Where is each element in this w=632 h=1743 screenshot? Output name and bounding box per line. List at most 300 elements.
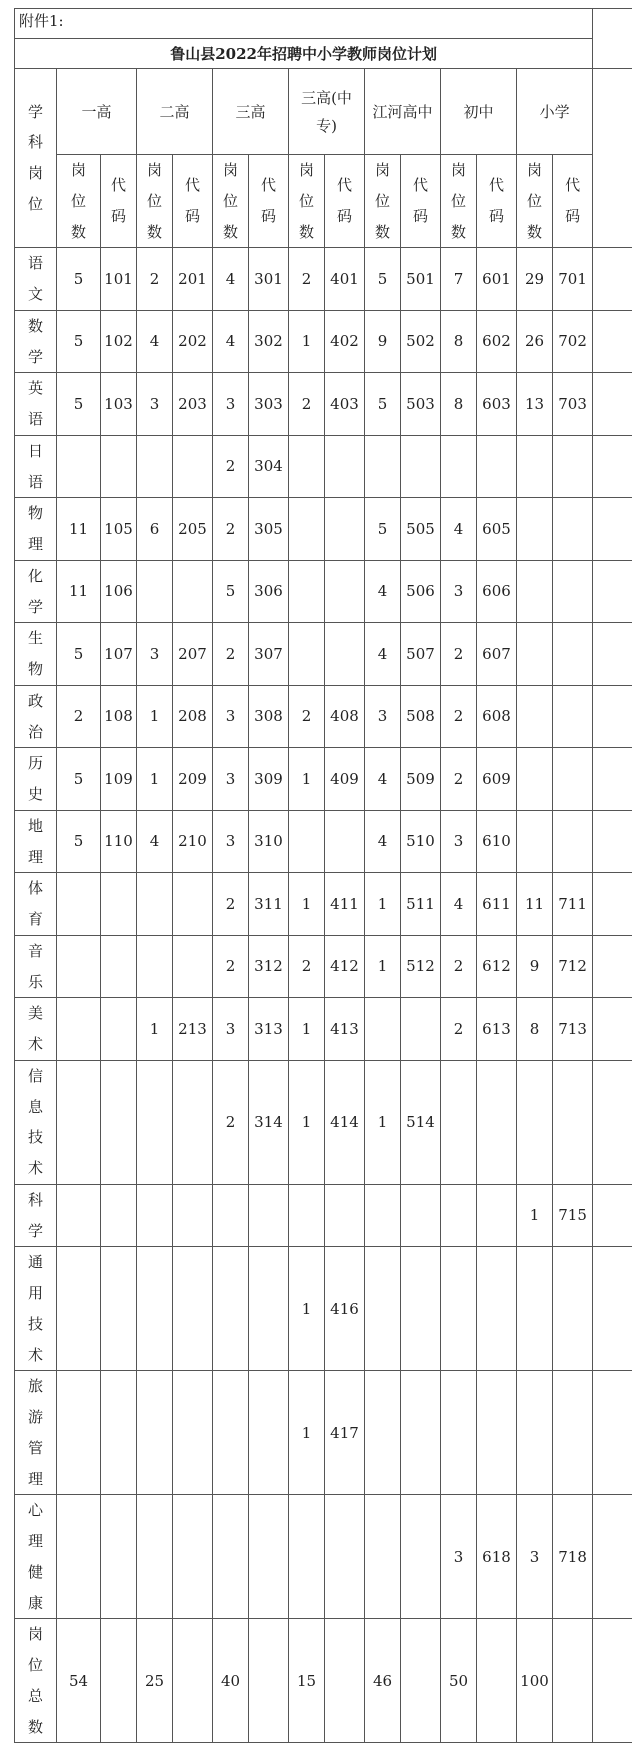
code-cell: 414	[325, 1060, 365, 1184]
code-cell: 301	[249, 248, 289, 311]
post-count-cell	[289, 498, 325, 561]
post-count-cell: 11	[517, 873, 553, 936]
post-count-cell: 2	[137, 248, 173, 311]
post-count-cell: 2	[213, 498, 249, 561]
table-row	[15, 310, 632, 373]
code-cell: 514	[401, 1060, 441, 1184]
code-cell: 509	[401, 748, 441, 811]
subject-cell	[15, 998, 57, 1061]
post-count-cell: 4	[365, 560, 401, 623]
table-row	[15, 748, 632, 811]
post-count-cell	[57, 935, 101, 998]
blank-cell	[593, 1247, 632, 1371]
code-cell: 711	[553, 873, 593, 936]
post-count-cell: 2	[441, 998, 477, 1061]
post-count-cell	[137, 1060, 173, 1184]
post-count-cell	[517, 1371, 553, 1495]
subject-label: 政治	[28, 686, 44, 748]
post-count-cell	[517, 560, 553, 623]
code-header-2	[173, 155, 213, 248]
post-count-cell	[517, 1060, 553, 1184]
post-count-cell: 2	[441, 748, 477, 811]
post-count-cell: 1	[289, 310, 325, 373]
blank-cell	[593, 560, 632, 623]
code-cell	[477, 1619, 517, 1743]
code-cell: 601	[477, 248, 517, 311]
school-header-3: 三高	[213, 69, 289, 155]
code-header-text: 代码	[185, 170, 201, 232]
code-cell	[173, 935, 213, 998]
subject-cell	[15, 1060, 57, 1184]
blank-cell	[593, 1184, 632, 1247]
subject-cell	[15, 498, 57, 561]
post-count-cell: 1	[289, 998, 325, 1061]
post-count-header-text: 岗位数	[451, 155, 467, 247]
post-count-cell: 2	[57, 685, 101, 748]
code-cell	[173, 1184, 213, 1247]
code-cell	[101, 1060, 137, 1184]
post-count-cell: 5	[57, 623, 101, 686]
code-cell: 702	[553, 310, 593, 373]
code-cell: 205	[173, 498, 213, 561]
blank-corner-cell	[593, 9, 632, 69]
blank-cell	[593, 1371, 632, 1495]
code-cell	[553, 435, 593, 498]
code-cell: 602	[477, 310, 517, 373]
code-cell	[173, 1619, 213, 1743]
subject-cell	[15, 1371, 57, 1495]
code-cell	[553, 1371, 593, 1495]
code-cell	[553, 623, 593, 686]
code-cell: 413	[325, 998, 365, 1061]
code-cell: 701	[553, 248, 593, 311]
table-row	[15, 560, 632, 623]
code-cell: 408	[325, 685, 365, 748]
post-count-cell	[441, 1247, 477, 1371]
code-cell: 213	[173, 998, 213, 1061]
code-cell: 107	[101, 623, 137, 686]
post-count-cell	[517, 748, 553, 811]
post-count-cell: 6	[137, 498, 173, 561]
post-count-cell	[289, 560, 325, 623]
subject-cell	[15, 1184, 57, 1247]
subject-label: 语文	[28, 248, 44, 310]
post-count-cell	[213, 1247, 249, 1371]
table-row	[15, 1619, 632, 1743]
code-cell	[101, 873, 137, 936]
post-count-cell: 3	[137, 373, 173, 436]
code-cell: 713	[553, 998, 593, 1061]
post-count-cell: 4	[213, 310, 249, 373]
post-count-cell	[441, 1060, 477, 1184]
table-row	[15, 1184, 632, 1247]
code-cell	[101, 998, 137, 1061]
post-count-cell: 8	[441, 310, 477, 373]
post-count-cell: 1	[137, 748, 173, 811]
table-row	[15, 998, 632, 1061]
subject-label: 化学	[28, 561, 44, 623]
code-cell	[325, 498, 365, 561]
post-count-cell: 4	[213, 248, 249, 311]
post-count-cell: 2	[213, 435, 249, 498]
post-count-cell	[137, 435, 173, 498]
blank-cell	[593, 435, 632, 498]
post-count-cell	[137, 1247, 173, 1371]
post-count-cell: 4	[365, 623, 401, 686]
subject-cell	[15, 1495, 57, 1619]
post-count-header-2	[137, 155, 173, 248]
post-count-cell	[137, 935, 173, 998]
code-cell	[401, 1619, 441, 1743]
post-count-header-3	[213, 155, 249, 248]
post-count-cell: 3	[213, 373, 249, 436]
code-cell: 502	[401, 310, 441, 373]
subject-label: 日语	[28, 436, 44, 498]
post-count-cell: 2	[213, 623, 249, 686]
post-count-cell: 4	[365, 810, 401, 873]
post-count-cell	[289, 435, 325, 498]
code-cell	[249, 1495, 289, 1619]
post-count-cell	[289, 623, 325, 686]
post-count-cell: 1	[137, 685, 173, 748]
post-count-header-text: 岗位数	[223, 155, 239, 247]
post-count-cell: 4	[137, 310, 173, 373]
subject-cell	[15, 560, 57, 623]
post-count-header-1	[57, 155, 101, 248]
post-count-header-5	[365, 155, 401, 248]
code-cell: 312	[249, 935, 289, 998]
post-count-cell: 7	[441, 248, 477, 311]
code-cell: 606	[477, 560, 517, 623]
post-count-cell	[441, 1371, 477, 1495]
code-header-text: 代码	[337, 170, 353, 232]
post-count-cell: 2	[441, 685, 477, 748]
code-cell: 503	[401, 373, 441, 436]
code-cell: 712	[553, 935, 593, 998]
code-cell	[173, 435, 213, 498]
post-count-cell: 1	[289, 1060, 325, 1184]
code-cell	[553, 560, 593, 623]
code-cell: 302	[249, 310, 289, 373]
table-row	[15, 1495, 632, 1619]
subject-label: 科学	[28, 1185, 44, 1247]
code-header-text: 代码	[261, 170, 277, 232]
annex-label: 附件1:	[15, 9, 593, 39]
code-cell: 718	[553, 1495, 593, 1619]
code-cell: 510	[401, 810, 441, 873]
code-cell: 609	[477, 748, 517, 811]
code-cell: 311	[249, 873, 289, 936]
table-row	[15, 1371, 632, 1495]
code-cell: 314	[249, 1060, 289, 1184]
table-row	[15, 810, 632, 873]
post-count-cell: 11	[57, 560, 101, 623]
post-count-cell: 2	[213, 935, 249, 998]
post-count-cell	[365, 1247, 401, 1371]
post-count-cell: 5	[57, 373, 101, 436]
post-count-cell	[517, 623, 553, 686]
post-count-cell: 4	[441, 498, 477, 561]
post-count-cell: 1	[517, 1184, 553, 1247]
post-count-cell: 3	[441, 810, 477, 873]
post-count-cell: 1	[365, 1060, 401, 1184]
post-count-cell	[441, 1184, 477, 1247]
code-cell: 618	[477, 1495, 517, 1619]
code-cell	[249, 1371, 289, 1495]
code-cell	[401, 1247, 441, 1371]
code-cell: 109	[101, 748, 137, 811]
post-count-header-text: 岗位数	[71, 155, 87, 247]
code-cell: 412	[325, 935, 365, 998]
school-header-1: 一高	[57, 69, 137, 155]
code-cell: 417	[325, 1371, 365, 1495]
subject-cell	[15, 685, 57, 748]
post-count-cell: 4	[365, 748, 401, 811]
code-cell	[173, 1371, 213, 1495]
code-cell: 511	[401, 873, 441, 936]
post-count-cell: 5	[57, 310, 101, 373]
code-cell: 506	[401, 560, 441, 623]
subject-cell	[15, 373, 57, 436]
blank-cell	[593, 810, 632, 873]
post-count-cell: 40	[213, 1619, 249, 1743]
page-title: 鲁山县2022年招聘中小学教师岗位计划	[15, 39, 593, 69]
post-count-header-6	[441, 155, 477, 248]
post-count-cell	[213, 1495, 249, 1619]
code-header-4	[325, 155, 365, 248]
blank-cell	[593, 1619, 632, 1743]
blank-cell	[593, 373, 632, 436]
subject-post-header	[15, 69, 57, 248]
post-count-cell: 3	[213, 998, 249, 1061]
code-cell: 306	[249, 560, 289, 623]
post-count-cell	[57, 873, 101, 936]
code-cell: 603	[477, 373, 517, 436]
post-count-cell	[365, 1371, 401, 1495]
code-cell	[249, 1184, 289, 1247]
code-cell: 207	[173, 623, 213, 686]
post-count-cell	[137, 873, 173, 936]
code-cell: 303	[249, 373, 289, 436]
code-cell: 607	[477, 623, 517, 686]
subject-cell	[15, 1619, 57, 1743]
blank-cell	[593, 935, 632, 998]
post-count-cell	[365, 1184, 401, 1247]
post-count-cell	[365, 1495, 401, 1619]
code-cell	[477, 1247, 517, 1371]
post-count-cell	[289, 1184, 325, 1247]
subject-label: 历史	[28, 748, 44, 810]
code-header-1	[101, 155, 137, 248]
code-cell	[101, 1184, 137, 1247]
post-count-cell	[441, 435, 477, 498]
subject-label: 美术	[28, 998, 44, 1060]
code-cell	[325, 1184, 365, 1247]
code-cell: 611	[477, 873, 517, 936]
subject-post-header-text: 学科岗位	[28, 97, 44, 220]
subject-cell	[15, 435, 57, 498]
post-count-cell: 46	[365, 1619, 401, 1743]
post-count-cell: 11	[57, 498, 101, 561]
code-cell: 508	[401, 685, 441, 748]
code-cell	[173, 1060, 213, 1184]
post-count-cell	[137, 560, 173, 623]
post-count-cell: 50	[441, 1619, 477, 1743]
post-count-cell: 26	[517, 310, 553, 373]
code-cell	[477, 1060, 517, 1184]
code-cell	[173, 1495, 213, 1619]
post-count-cell: 5	[365, 373, 401, 436]
table-row	[15, 435, 632, 498]
code-header-text: 代码	[413, 170, 429, 232]
post-count-cell: 2	[213, 873, 249, 936]
blank-cell	[593, 248, 632, 311]
post-count-cell: 1	[289, 748, 325, 811]
post-count-cell	[289, 1495, 325, 1619]
post-count-cell	[517, 1247, 553, 1371]
code-cell	[401, 1371, 441, 1495]
table-row	[15, 873, 632, 936]
post-count-cell	[137, 1184, 173, 1247]
post-count-cell: 15	[289, 1619, 325, 1743]
post-count-cell: 1	[365, 873, 401, 936]
code-cell	[101, 935, 137, 998]
code-cell: 402	[325, 310, 365, 373]
subject-label: 数学	[28, 311, 44, 373]
code-header-5	[401, 155, 441, 248]
blank-cell	[593, 310, 632, 373]
code-cell: 310	[249, 810, 289, 873]
post-count-cell: 2	[289, 685, 325, 748]
blank-cell	[593, 873, 632, 936]
blank-cell	[593, 623, 632, 686]
table-row	[15, 1247, 632, 1371]
post-count-cell	[517, 810, 553, 873]
code-cell	[477, 1184, 517, 1247]
post-count-cell	[57, 998, 101, 1061]
code-cell: 605	[477, 498, 517, 561]
code-cell: 505	[401, 498, 441, 561]
subject-label: 心理健康	[28, 1495, 44, 1618]
post-count-cell: 3	[213, 810, 249, 873]
blank-cell	[593, 685, 632, 748]
code-cell	[101, 1371, 137, 1495]
post-count-cell: 3	[137, 623, 173, 686]
subject-label: 地理	[28, 811, 44, 873]
post-count-cell: 1	[289, 1371, 325, 1495]
table-row	[15, 373, 632, 436]
code-cell: 401	[325, 248, 365, 311]
post-count-header-text: 岗位数	[147, 155, 163, 247]
code-cell	[401, 998, 441, 1061]
post-count-cell: 5	[57, 810, 101, 873]
post-count-cell	[213, 1184, 249, 1247]
post-count-cell: 5	[57, 248, 101, 311]
code-cell: 403	[325, 373, 365, 436]
table-row	[15, 498, 632, 561]
teacher-recruitment-plan-table	[14, 8, 632, 1743]
subject-label: 通用技术	[28, 1247, 44, 1370]
code-cell: 103	[101, 373, 137, 436]
code-cell: 313	[249, 998, 289, 1061]
subject-label: 体育	[28, 873, 44, 935]
code-cell	[477, 435, 517, 498]
post-count-cell: 4	[137, 810, 173, 873]
table-row	[15, 935, 632, 998]
subject-cell	[15, 748, 57, 811]
blank-cell	[593, 998, 632, 1061]
subject-label: 音乐	[28, 936, 44, 998]
subject-label: 信息技术	[28, 1061, 44, 1184]
code-cell: 305	[249, 498, 289, 561]
code-cell	[173, 1247, 213, 1371]
code-cell: 703	[553, 373, 593, 436]
subject-cell	[15, 1247, 57, 1371]
post-count-cell: 2	[441, 623, 477, 686]
post-count-cell	[57, 1371, 101, 1495]
code-cell: 416	[325, 1247, 365, 1371]
post-count-cell: 3	[517, 1495, 553, 1619]
school-header-7: 小学	[517, 69, 593, 155]
post-count-cell: 9	[365, 310, 401, 373]
code-cell	[173, 560, 213, 623]
code-cell: 308	[249, 685, 289, 748]
code-cell	[553, 1060, 593, 1184]
code-cell: 203	[173, 373, 213, 436]
table-row	[15, 1060, 632, 1184]
post-count-cell: 8	[517, 998, 553, 1061]
code-cell: 102	[101, 310, 137, 373]
post-count-cell: 1	[289, 1247, 325, 1371]
post-count-cell	[57, 1184, 101, 1247]
post-count-cell: 25	[137, 1619, 173, 1743]
school-header-4: 三高(中专)	[289, 69, 365, 155]
post-count-cell: 5	[365, 498, 401, 561]
post-count-cell	[517, 435, 553, 498]
subject-label: 物理	[28, 498, 44, 560]
code-cell: 208	[173, 685, 213, 748]
post-count-cell	[57, 1495, 101, 1619]
code-cell	[553, 1619, 593, 1743]
code-cell	[553, 748, 593, 811]
code-cell	[249, 1619, 289, 1743]
post-count-cell	[57, 1060, 101, 1184]
school-header-5: 江河高中	[365, 69, 441, 155]
subject-cell	[15, 310, 57, 373]
post-count-header-7	[517, 155, 553, 248]
post-count-cell: 1	[289, 873, 325, 936]
code-cell: 202	[173, 310, 213, 373]
header-blank-cell	[593, 69, 632, 248]
code-cell	[325, 1619, 365, 1743]
subject-label: 岗位总数	[28, 1619, 44, 1742]
post-count-cell: 100	[517, 1619, 553, 1743]
code-cell	[477, 1371, 517, 1495]
post-count-cell: 1	[137, 998, 173, 1061]
code-cell: 411	[325, 873, 365, 936]
code-cell	[249, 1247, 289, 1371]
post-count-cell: 4	[441, 873, 477, 936]
code-cell	[101, 1247, 137, 1371]
post-count-cell	[289, 810, 325, 873]
code-header-7	[553, 155, 593, 248]
post-count-header-text: 岗位数	[375, 155, 391, 247]
code-cell: 507	[401, 623, 441, 686]
code-cell: 307	[249, 623, 289, 686]
code-cell: 108	[101, 685, 137, 748]
subject-label: 生物	[28, 623, 44, 685]
code-cell	[173, 873, 213, 936]
